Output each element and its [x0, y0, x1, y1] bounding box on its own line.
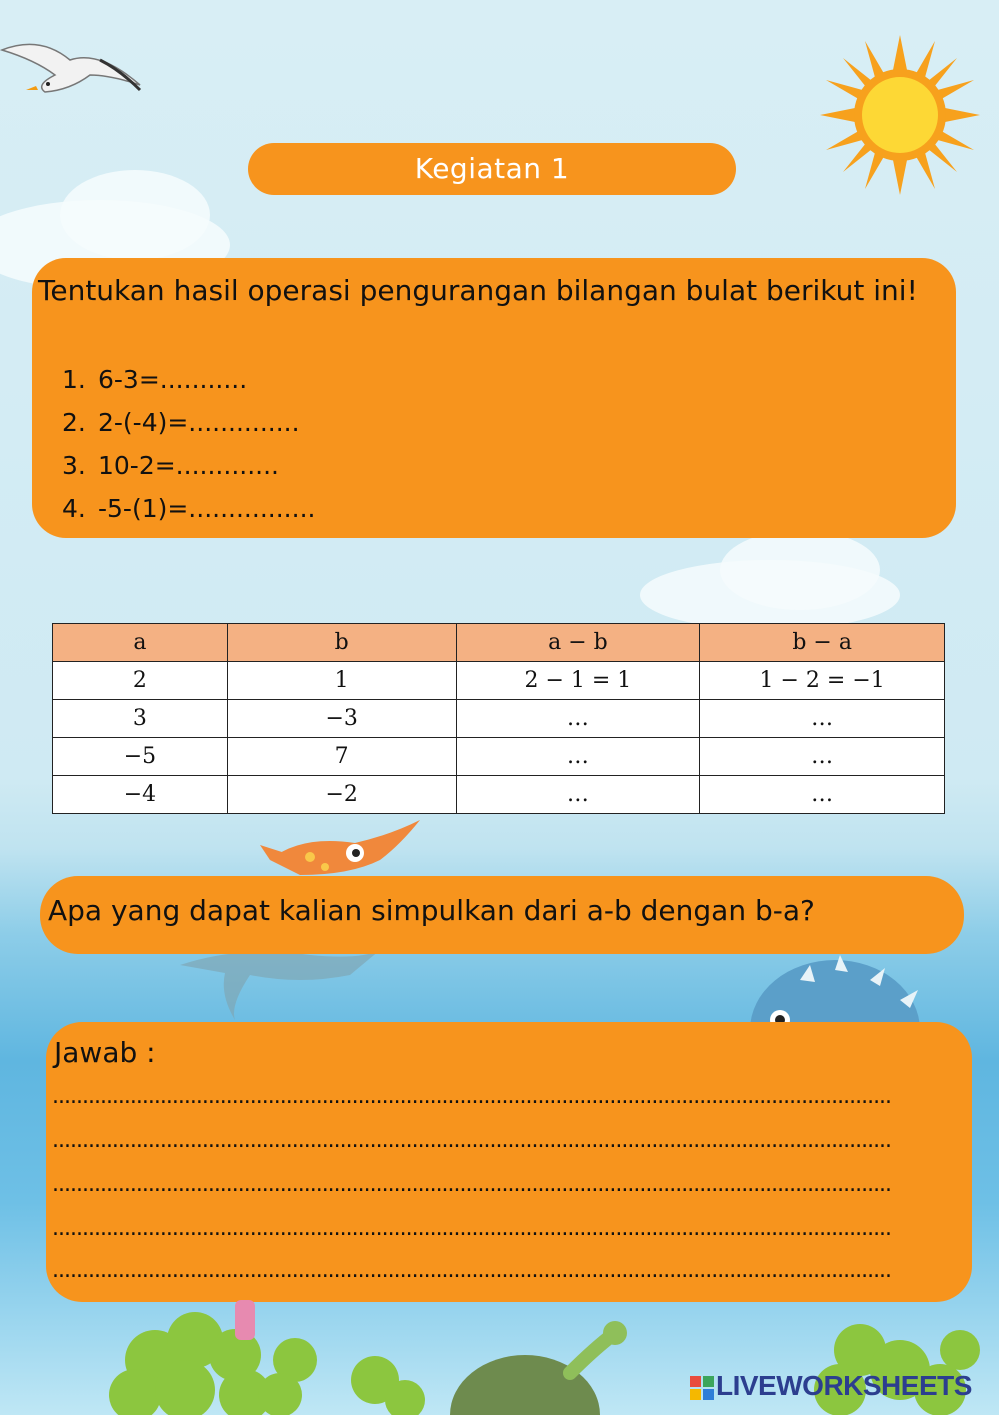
list-item: 3. 10-2=............. [62, 451, 279, 480]
header-b-minus-a: b − a [700, 624, 945, 662]
exercise-list [62, 358, 315, 530]
answer-cell[interactable]: … [700, 700, 945, 738]
page-title: Kegiatan 1 [248, 143, 736, 195]
header-a: a [53, 624, 228, 662]
answer-cell[interactable]: … [700, 738, 945, 776]
cell: −5 [53, 738, 228, 776]
brand-logo[interactable] [690, 1370, 972, 1402]
pufferfish-icon [740, 950, 930, 1030]
list-item: 1. 6-3=........... [62, 365, 248, 394]
answer-line-1[interactable]: ............................................................................................................................................ [52, 1084, 892, 1109]
answer-cell[interactable]: … [456, 700, 700, 738]
list-item: 2. 2-(-4)=.............. [62, 408, 300, 437]
table-row [53, 738, 945, 776]
dolphin-icon [260, 815, 430, 885]
list-item: 4. -5-(1)=................ [62, 494, 316, 523]
exercise-2[interactable]: 2-(-4)=.............. [98, 408, 300, 437]
cell: 1 − 2 = −1 [700, 662, 945, 700]
exercise-4[interactable]: -5-(1)=................ [98, 494, 316, 523]
cell: 2 − 1 = 1 [456, 662, 700, 700]
exercise-3[interactable]: 10-2=............. [98, 451, 279, 480]
cell: −3 [227, 700, 456, 738]
answer-line-2[interactable]: ............................................................................................................................................ [52, 1128, 892, 1153]
instruction-heading: Tentukan hasil operasi pengurangan bilangan bulat berikut ini! [38, 274, 918, 307]
answer-cell[interactable]: … [456, 776, 700, 814]
answer-line-3[interactable]: ............................................................................................................................................ [52, 1172, 892, 1197]
sun-icon [820, 35, 980, 195]
table-header-row [53, 624, 945, 662]
table-row [53, 700, 945, 738]
table-row [53, 776, 945, 814]
answer-label: Jawab : [54, 1036, 156, 1069]
answer-box [46, 1022, 972, 1302]
question-box [40, 876, 964, 954]
logo-mark-icon [690, 1376, 714, 1400]
cell: −2 [227, 776, 456, 814]
brand-name: LIVEWORKSHEETS [716, 1370, 972, 1401]
cell: 2 [53, 662, 228, 700]
table-row [53, 662, 945, 700]
header-b: b [227, 624, 456, 662]
header-a-minus-b: a − b [456, 624, 700, 662]
answer-line-4[interactable]: ............................................................................................................................................ [52, 1216, 892, 1241]
seaweed-left-icon [95, 1300, 425, 1415]
answer-cell[interactable]: … [456, 738, 700, 776]
answer-line-5[interactable]: ............................................................................................................................................ [52, 1258, 892, 1283]
subtraction-table [52, 623, 945, 814]
cell: 3 [53, 700, 228, 738]
exercise-1[interactable]: 6-3=........... [98, 365, 248, 394]
turtle-icon [450, 1318, 630, 1415]
cell: 1 [227, 662, 456, 700]
cloud [60, 170, 210, 260]
shark-icon [180, 945, 380, 1020]
seagull-icon [0, 30, 150, 105]
cell: −4 [53, 776, 228, 814]
cloud [720, 530, 880, 610]
question-text: Apa yang dapat kalian simpulkan dari a-b dengan b-a? [48, 894, 815, 927]
instruction-box [32, 258, 956, 538]
cell: 7 [227, 738, 456, 776]
answer-cell[interactable]: … [700, 776, 945, 814]
